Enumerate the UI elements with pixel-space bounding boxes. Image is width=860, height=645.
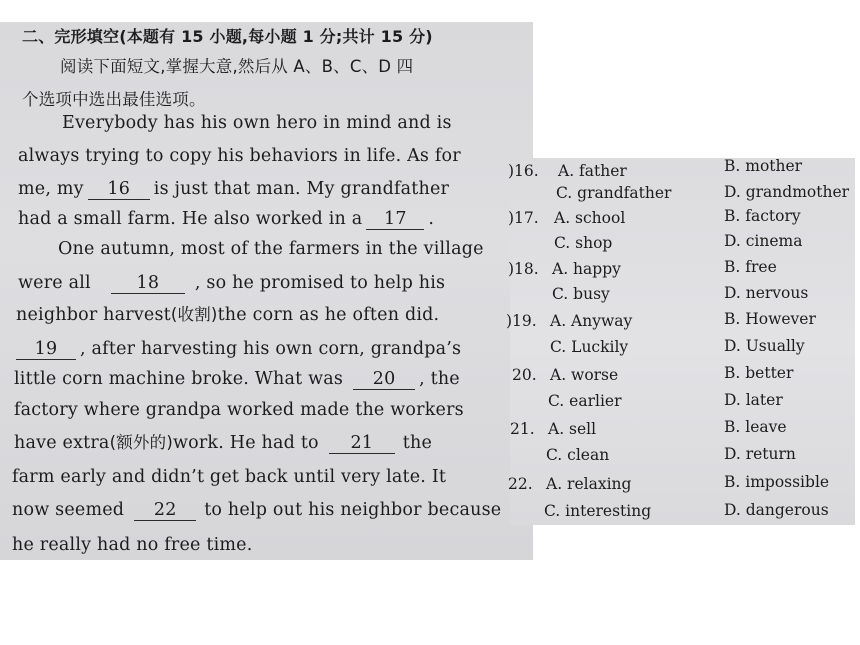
passage-line: farm early and didn’t get back until very late. It [12,467,447,487]
option-a[interactable]: A. happy [552,260,621,278]
option-b[interactable]: B. leave [724,418,787,436]
option-d[interactable]: D. later [724,391,783,409]
option-a[interactable]: A. relaxing [546,475,632,493]
passage-line: have extra(额外的)work. He had to 21 the [14,433,433,453]
question-22-row2 [510,502,855,528]
question-21-row1 [510,419,855,445]
option-a[interactable]: A. sell [548,420,597,438]
options-photo [506,157,855,525]
option-b[interactable]: B. factory [724,207,801,225]
passage-line: neighbor harvest(收割)the corn as he often did. [16,305,440,325]
question-number: )17. [508,209,539,227]
option-b[interactable]: B. However [724,310,816,328]
instruction-line: 阅读下面短文,掌握大意,然后从 A、B、C、D 四 [60,57,414,76]
question-19-row2 [510,338,855,364]
option-a[interactable]: A. father [558,162,627,180]
option-b[interactable]: B. free [724,258,777,276]
passage-line: 19 , after harvesting his own corn, grandpa’s [16,338,461,360]
question-number: )18. [508,260,539,278]
option-d[interactable]: D. Usually [724,337,805,355]
option-c[interactable]: C. Luckily [550,338,629,356]
blank-20[interactable]: 20 [353,369,415,390]
blank-18[interactable]: 18 [111,273,185,294]
blank-19[interactable]: 19 [16,339,76,360]
passage-line: were all 18 , so he promised to help his [18,273,446,293]
option-c[interactable]: C. earlier [548,392,622,410]
option-b[interactable]: B. impossible [724,473,830,491]
option-d[interactable]: D. dangerous [724,501,829,519]
passage-line: always trying to copy his behaviors in life. As for [18,146,461,166]
option-d[interactable]: D. grandmother [724,183,850,201]
passage-line: factory where grandpa worked made the workers [14,400,464,420]
blank-17[interactable]: 17 [366,209,424,230]
question-22-row1 [510,474,855,500]
question-number: )19. [506,312,537,330]
option-d[interactable]: D. cinema [724,232,803,250]
question-18-row2 [510,285,855,311]
option-a[interactable]: A. school [554,209,626,227]
passage-line: me, my 16 is just that man. My grandfather [18,179,450,199]
option-b[interactable]: B. better [724,364,794,382]
passage-line: Everybody has his own hero in mind and is [62,113,452,133]
question-21-row2 [510,446,855,472]
option-d[interactable]: D. nervous [724,284,809,302]
section-heading: 二、完形填空(本题有 15 小题,每小题 1 分;共计 15 分) [22,27,433,46]
passage-line: One autumn, most of the farmers in the village [58,239,484,259]
option-d[interactable]: D. return [724,445,796,463]
passage-photo [0,22,533,560]
question-number: 20. [512,366,537,384]
question-number: )16. [508,162,539,180]
option-a[interactable]: A. Anyway [550,312,633,330]
question-20-row1 [510,365,855,391]
option-c[interactable]: C. busy [552,285,610,303]
option-c[interactable]: C. interesting [544,502,652,520]
question-17-row1 [510,208,855,234]
option-a[interactable]: A. worse [550,366,619,384]
option-c[interactable]: C. shop [554,234,613,252]
option-b[interactable]: B. mother [724,157,803,175]
instruction-line: 个选项中选出最佳选项。 [22,90,206,109]
passage-line: had a small farm. He also worked in a 17 . [18,209,435,229]
question-number: 22. [508,475,533,493]
question-16-row1 [510,158,855,184]
question-17-row2 [510,234,855,260]
option-c[interactable]: C. clean [546,446,610,464]
option-c[interactable]: C. grandfather [556,184,672,202]
blank-21[interactable]: 21 [329,433,395,454]
passage-line: he really had no free time. [12,535,253,555]
question-18-row1 [510,259,855,285]
blank-22[interactable]: 22 [134,500,196,521]
passage-line: now seemed 22 to help out his neighbor because [12,500,502,520]
passage-line: little corn machine broke. What was 20 , the [14,369,460,389]
question-number: 21. [510,420,535,438]
question-16-row2 [510,184,855,210]
question-19-row1 [506,310,855,337]
blank-16[interactable]: 16 [88,179,150,200]
question-20-row2 [510,392,855,418]
